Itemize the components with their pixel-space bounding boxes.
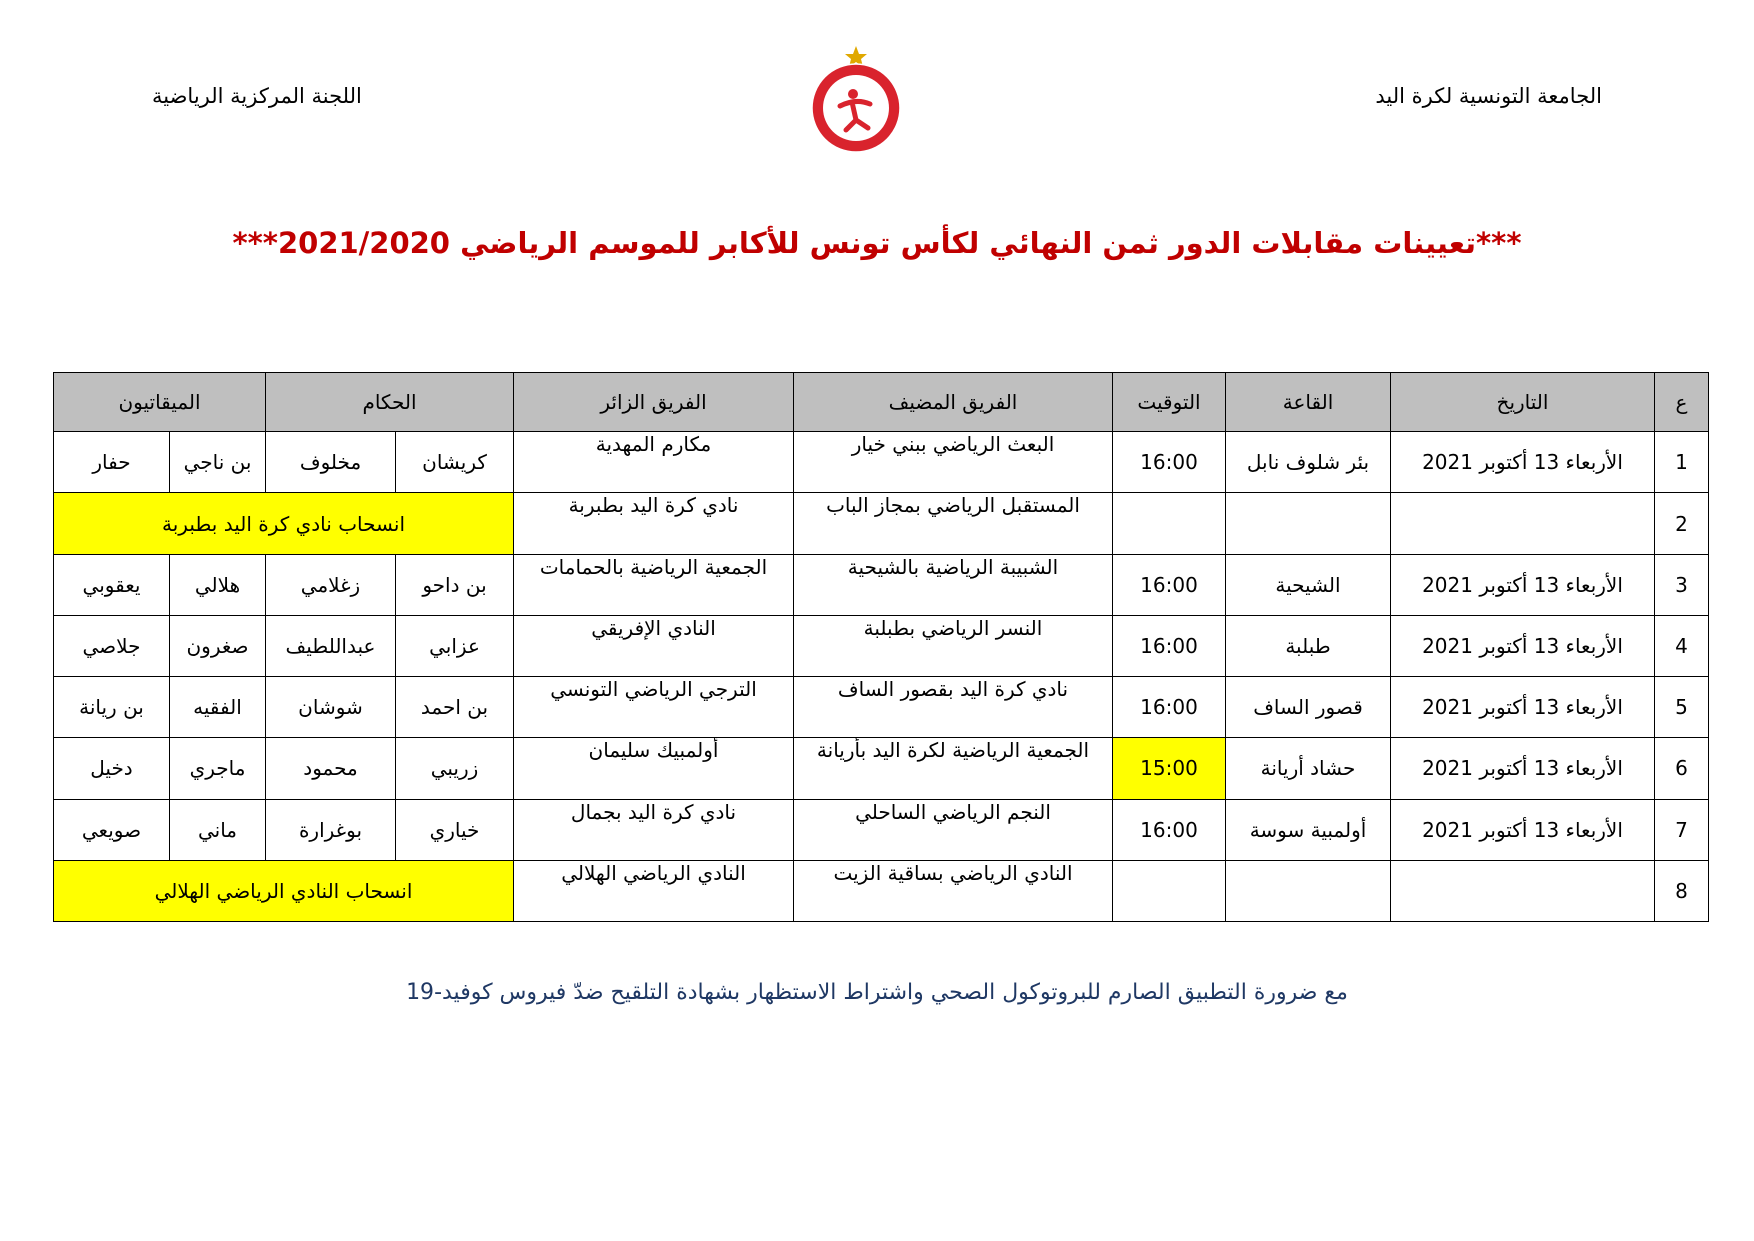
row-referee-1: خياري: [396, 799, 514, 860]
row-home-team: النادي الرياضي بساقية الزيت: [794, 860, 1113, 921]
row-time: [1113, 860, 1226, 921]
header-venue: القاعة: [1226, 373, 1391, 432]
row-referee-2: مخلوف: [266, 432, 396, 493]
table-header-row: [54, 373, 1709, 432]
row-timekeeper-2: حفار: [54, 432, 170, 493]
committee-name: اللجنة المركزية الرياضية: [152, 84, 362, 108]
withdrawal-note: انسحاب نادي كرة اليد بطبربة: [54, 493, 514, 554]
row-away-team: نادي كرة اليد بطبربة: [514, 493, 794, 554]
row-away-team: أولمبيك سليمان: [514, 738, 794, 799]
row-date: الأربعاء 13 أكتوبر 2021: [1391, 738, 1655, 799]
footer-note: مع ضرورة التطبيق الصارم للبروتوكول الصحي واشتراط الاستظهار بشهادة التلقيح ضدّ فيروس كوفيد-19: [406, 980, 1348, 1005]
row-num: 1: [1655, 432, 1709, 493]
header-date: التاريخ: [1391, 373, 1655, 432]
row-venue: أولمبية سوسة: [1226, 799, 1391, 860]
row-num: 2: [1655, 493, 1709, 554]
row-home-team: نادي كرة اليد بقصور الساف: [794, 677, 1113, 738]
row-date: الأربعاء 13 أكتوبر 2021: [1391, 677, 1655, 738]
row-away-team: النادي الرياضي الهلالي: [514, 860, 794, 921]
withdrawal-note: انسحاب النادي الرياضي الهلالي: [54, 860, 514, 921]
header-time: التوقيت: [1113, 373, 1226, 432]
row-home-team: الجمعية الرياضية لكرة اليد بأريانة: [794, 738, 1113, 799]
row-timekeeper-2: بن ريانة: [54, 677, 170, 738]
row-timekeeper-2: يعقوبي: [54, 554, 170, 615]
row-timekeeper-1: ماجري: [170, 738, 266, 799]
row-num: 8: [1655, 860, 1709, 921]
row-home-team: البعث الرياضي ببني خيار: [794, 432, 1113, 493]
table-row: [54, 677, 1709, 738]
row-time: [1113, 493, 1226, 554]
row-time-highlighted: 15:00: [1113, 738, 1226, 799]
page-title: ***تعيينات مقابلات الدور ثمن النهائي لكأس تونس للأكابر للموسم الرياضي 2021/2020***: [232, 226, 1522, 260]
row-timekeeper-1: الفقيه: [170, 677, 266, 738]
table-row: [54, 799, 1709, 860]
row-num: 7: [1655, 799, 1709, 860]
row-timekeeper-1: صغرون: [170, 615, 266, 676]
federation-logo-icon: [800, 44, 912, 156]
schedule-table: [53, 372, 1709, 922]
row-home-team: المستقبل الرياضي بمجاز الباب: [794, 493, 1113, 554]
row-num: 3: [1655, 554, 1709, 615]
row-date: [1391, 493, 1655, 554]
row-away-team: الجمعية الرياضية بالحمامات: [514, 554, 794, 615]
row-referee-2: محمود: [266, 738, 396, 799]
row-time: 16:00: [1113, 677, 1226, 738]
row-date: الأربعاء 13 أكتوبر 2021: [1391, 615, 1655, 676]
table-row: [54, 493, 1709, 554]
table-row: [54, 554, 1709, 615]
row-time: 16:00: [1113, 432, 1226, 493]
row-date: الأربعاء 13 أكتوبر 2021: [1391, 432, 1655, 493]
header-away: الفريق الزائر: [514, 373, 794, 432]
row-away-team: مكارم المهدية: [514, 432, 794, 493]
row-time: 16:00: [1113, 554, 1226, 615]
row-venue: [1226, 493, 1391, 554]
header-home: الفريق المضيف: [794, 373, 1113, 432]
row-time: 16:00: [1113, 615, 1226, 676]
row-referee-1: عزابي: [396, 615, 514, 676]
row-venue: حشاد أريانة: [1226, 738, 1391, 799]
row-num: 5: [1655, 677, 1709, 738]
table-row: [54, 738, 1709, 799]
row-referee-2: شوشان: [266, 677, 396, 738]
row-referee-1: كريشان: [396, 432, 514, 493]
row-venue: قصور الساف: [1226, 677, 1391, 738]
row-timekeeper-2: دخيل: [54, 738, 170, 799]
row-away-team: الترجي الرياضي التونسي: [514, 677, 794, 738]
federation-name: الجامعة التونسية لكرة اليد: [1375, 84, 1602, 108]
row-away-team: نادي كرة اليد بجمال: [514, 799, 794, 860]
table-row: [54, 615, 1709, 676]
header-referees: الحكام: [266, 373, 514, 432]
row-timekeeper-2: جلاصي: [54, 615, 170, 676]
row-home-team: النسر الرياضي بطبلبة: [794, 615, 1113, 676]
row-referee-1: بن داحو: [396, 554, 514, 615]
row-date: [1391, 860, 1655, 921]
row-referee-2: عبداللطيف: [266, 615, 396, 676]
row-time: 16:00: [1113, 799, 1226, 860]
row-referee-1: زريبي: [396, 738, 514, 799]
row-venue: [1226, 860, 1391, 921]
row-venue: الشيحية: [1226, 554, 1391, 615]
table-row: [54, 860, 1709, 921]
row-date: الأربعاء 13 أكتوبر 2021: [1391, 799, 1655, 860]
header-timekeepers: الميقاتيون: [54, 373, 266, 432]
row-timekeeper-2: صويعي: [54, 799, 170, 860]
row-num: 4: [1655, 615, 1709, 676]
row-referee-2: زغلامي: [266, 554, 396, 615]
row-num: 6: [1655, 738, 1709, 799]
table-row: [54, 432, 1709, 493]
row-venue: طبلبة: [1226, 615, 1391, 676]
row-timekeeper-1: ماني: [170, 799, 266, 860]
row-away-team: النادي الإفريقي: [514, 615, 794, 676]
row-venue: بئر شلوف نابل: [1226, 432, 1391, 493]
row-referee-1: بن احمد: [396, 677, 514, 738]
row-home-team: الشبيبة الرياضية بالشيحية: [794, 554, 1113, 615]
header-num: ع: [1655, 373, 1709, 432]
row-referee-2: بوغرارة: [266, 799, 396, 860]
row-home-team: النجم الرياضي الساحلي: [794, 799, 1113, 860]
row-date: الأربعاء 13 أكتوبر 2021: [1391, 554, 1655, 615]
row-timekeeper-1: بن ناجي: [170, 432, 266, 493]
row-timekeeper-1: هلالي: [170, 554, 266, 615]
